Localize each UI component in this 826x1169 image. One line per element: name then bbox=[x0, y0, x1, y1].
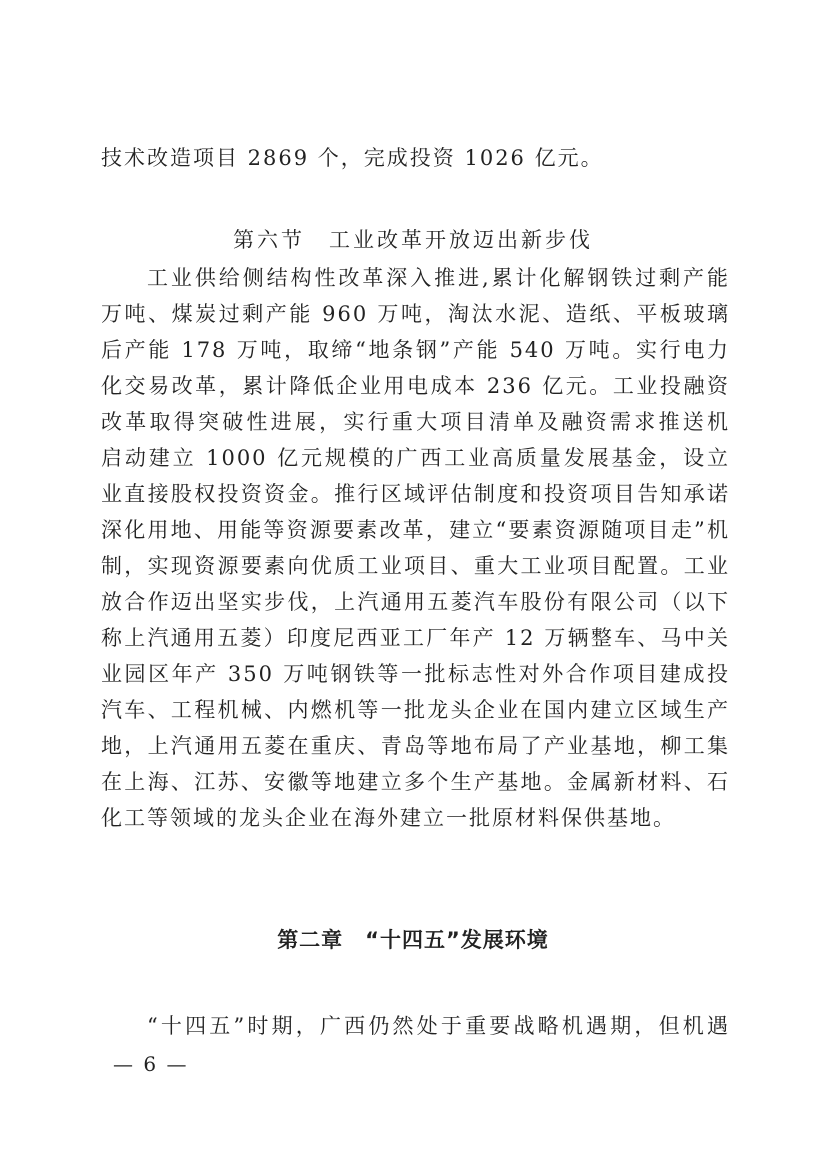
chapter-heading: 第二章 “十四五”发展环境 bbox=[277, 928, 549, 952]
paragraph-line: 放合作迈出坚实步伐，上汽通用五菱汽车股份有限公司（以下 bbox=[101, 590, 730, 614]
paragraph-line: 业园区年产 350 万吨钢铁等一批标志性对外合作项目建成投 bbox=[101, 662, 730, 686]
paragraph-line: 制，实现资源要素向优质工业项目、重大工业项目配置。工业 bbox=[101, 554, 730, 578]
paragraph-line: 地，上汽通用五菱在重庆、青岛等地布局了产业基地，柳工集 bbox=[101, 734, 730, 758]
section-heading: 第六节 工业改革开放迈出新步伐 bbox=[233, 228, 593, 252]
paragraph-line: 万吨、煤炭过剩产能 960 万吨，淘汰水泥、造纸、平板玻璃 bbox=[101, 302, 730, 326]
paragraph-line: 业直接股权投资资金。推行区域评估制度和投资项目告知承诺 bbox=[101, 482, 730, 506]
paragraph-line: 在上海、江苏、安徽等地建立多个生产基地。金属新材料、石 bbox=[101, 770, 730, 794]
paragraph-line: 后产能 178 万吨，取缔“地条钢”产能 540 万吨。实行电力 bbox=[101, 338, 730, 362]
paragraph-line: 化交易改革，累计降低企业用电成本 236 亿元。工业投融资 bbox=[101, 374, 730, 398]
paragraph-line: 工业供给侧结构性改革深入推进,累计化解钢铁过剩产能 bbox=[147, 266, 730, 290]
paragraph-line: 改革取得突破性进展，实行重大项目清单及融资需求推送机 bbox=[101, 410, 730, 434]
paragraph-line: 汽车、工程机械、内燃机等一批龙头企业在国内建立区域生产 bbox=[101, 698, 730, 722]
paragraph-line: 启动建立 1000 亿元规模的广西工业高质量发展基金，设立 bbox=[101, 446, 730, 470]
paragraph-line: 化工等领域的龙头企业在海外建立一批原材料保供基地。 bbox=[101, 806, 676, 830]
paragraph-line: 深化用地、用能等资源要素改革，建立“要素资源随项目走”机 bbox=[101, 518, 730, 542]
chapter-first-line: “十四五”时期，广西仍然处于重要战略机遇期，但机遇 bbox=[147, 1014, 730, 1038]
paragraph-line: 称上汽通用五菱）印度尼西亚工厂年产 12 万辆整车、马中关 bbox=[101, 626, 730, 650]
intro-line: 技术改造项目 2869 个，完成投资 1026 亿元。 bbox=[101, 146, 604, 170]
page-number: — 6 — bbox=[113, 1052, 189, 1076]
